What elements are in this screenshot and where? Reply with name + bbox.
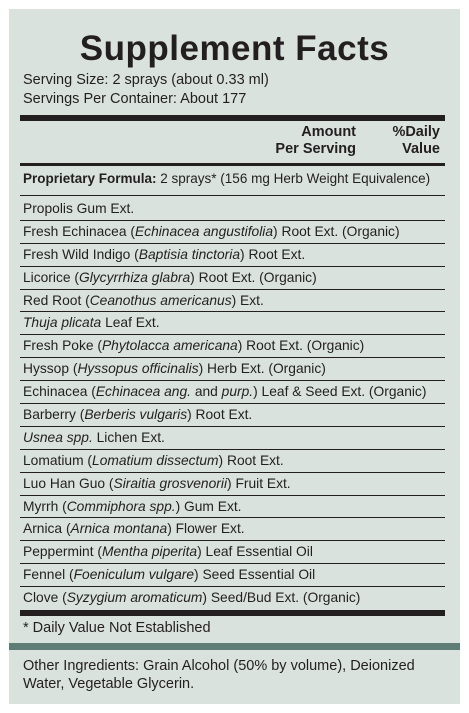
ingredient-row — [20, 244, 445, 267]
ingredient-row — [20, 381, 445, 404]
ingredient-row — [20, 198, 445, 221]
supplement-facts-panel — [9, 9, 460, 704]
ingredient-latin-name: purp. — [221, 384, 254, 400]
ingredient-text: Leaf Ext. — [101, 315, 160, 331]
ingredient-text: and — [190, 384, 222, 400]
ingredient-text: ) Herb Ext. (Organic) — [198, 361, 326, 377]
divider-medium — [20, 163, 445, 166]
daily-value-footnote: * Daily Value Not Established — [23, 620, 211, 636]
ingredient-text: Lichen Ext. — [92, 429, 165, 445]
panel-title: Supplement Facts — [79, 29, 390, 68]
ingredient-text: ) Gum Ext. — [175, 498, 242, 514]
servings-per-container: Servings Per Container: About 177 — [23, 91, 247, 107]
ingredient-latin-name: Arnica montana — [70, 521, 168, 537]
ingredient-text: ) Root Ext. — [218, 452, 284, 468]
ingredient-latin-name: Glycyrrhiza glabra — [78, 269, 191, 285]
ingredient-latin-name: Hyssopus officinalis — [77, 361, 199, 377]
divider-thick-bottom — [20, 610, 445, 616]
serving-size: Serving Size: 2 sprays (about 0.33 ml) — [23, 72, 269, 88]
ingredient-text: Lomatium ( — [23, 452, 93, 468]
ingredient-latin-name: Ceanothus americanus — [89, 292, 232, 308]
ingredient-text: ) Seed Essential Oil — [194, 567, 316, 583]
amount-per-serving-header: Amount Per Serving — [275, 124, 356, 157]
ingredient-text: Fennel ( — [23, 567, 74, 583]
ingredient-text: ) Root Ext. (Organic) — [273, 223, 400, 239]
ingredient-row — [20, 450, 445, 473]
ingredient-text: Red Root ( — [23, 292, 90, 308]
ingredient-text: Arnica ( — [23, 521, 71, 537]
proprietary-formula — [23, 170, 430, 188]
ingredient-latin-name: Echinacea ang. — [95, 384, 191, 400]
ingredient-latin-name: Foeniculum vulgare — [73, 567, 195, 583]
ingredient-latin-name: Commiphora spp. — [66, 498, 176, 514]
ingredient-row — [20, 358, 445, 381]
ingredient-row — [20, 404, 445, 427]
ingredient-row — [20, 564, 445, 587]
ingredient-latin-name: Mentha piperita — [101, 544, 198, 560]
ingredient-text: Peppermint ( — [23, 544, 102, 560]
ingredient-latin-name: Syzygium aromaticum — [66, 590, 203, 606]
ingredient-row — [20, 221, 445, 244]
divider-thick — [20, 115, 445, 121]
ingredient-list — [20, 198, 445, 610]
ingredient-latin-name: Usnea spp. — [23, 429, 93, 445]
ingredient-text: Licorice ( — [23, 269, 79, 285]
ingredient-text: Fresh Poke ( — [23, 338, 102, 354]
divider-thin — [20, 195, 445, 196]
ingredient-latin-name: Berberis vulgaris — [84, 407, 188, 423]
ingredient-row — [20, 496, 445, 519]
ingredient-latin-name: Thuja plicata — [23, 315, 102, 331]
ingredient-text: Fresh Echinacea ( — [23, 223, 135, 239]
ingredient-text: Hyssop ( — [23, 361, 78, 377]
ingredient-row — [20, 518, 445, 541]
ingredient-row — [20, 290, 445, 313]
ingredient-latin-name: Echinacea angustifolia — [134, 223, 274, 239]
ingredient-text: ) Root Ext. — [240, 246, 306, 262]
ingredient-row — [20, 473, 445, 496]
ingredient-text: Propolis Gum Ext. — [23, 201, 135, 216]
ingredient-text: Myrrh ( — [23, 498, 67, 514]
ingredient-row — [20, 267, 445, 290]
serving-info — [23, 71, 269, 109]
ingredient-text: Barberry ( — [23, 407, 85, 423]
ingredient-text: Clove ( — [23, 590, 67, 606]
proprietary-formula-label: Proprietary Formula: — [23, 171, 157, 186]
ingredient-latin-name: Baptisia tinctoria — [138, 246, 241, 262]
ingredient-row — [20, 312, 445, 335]
ingredient-text: ) Leaf Essential Oil — [197, 544, 313, 560]
ingredient-row — [20, 427, 445, 450]
ingredient-text: ) Root Ext. (Organic) — [190, 269, 317, 285]
color-band — [9, 643, 460, 650]
daily-value-header: %Daily Value — [392, 124, 440, 157]
ingredient-text: Fresh Wild Indigo ( — [23, 246, 139, 262]
other-ingredients: Other Ingredients: Grain Alcohol (50% by volume), Deionized Water, Vegetable Glycerin. — [23, 658, 415, 692]
ingredient-text: ) Seed/Bud Ext. (Organic) — [202, 590, 361, 606]
ingredient-text: Echinacea ( — [23, 384, 96, 400]
ingredient-text: ) Leaf & Seed Ext. (Organic) — [253, 384, 427, 400]
ingredient-text: ) Root Ext. (Organic) — [237, 338, 365, 354]
ingredient-latin-name: Lomatium dissectum — [92, 452, 219, 468]
ingredient-text: ) Root Ext. — [187, 407, 253, 423]
ingredient-row — [20, 335, 445, 358]
ingredient-row — [20, 587, 445, 610]
ingredient-latin-name: Phytolacca americana — [101, 338, 238, 354]
ingredient-latin-name: Siraitia grosvenorii — [113, 475, 228, 491]
ingredient-text: ) Flower Ext. — [167, 521, 245, 537]
ingredient-text: ) Fruit Ext. — [227, 475, 291, 491]
ingredient-text: Luo Han Guo ( — [23, 475, 114, 491]
ingredient-row — [20, 541, 445, 564]
proprietary-formula-text: 2 sprays* (156 mg Herb Weight Equivalence) — [156, 171, 431, 186]
ingredient-text: ) Ext. — [231, 292, 264, 308]
